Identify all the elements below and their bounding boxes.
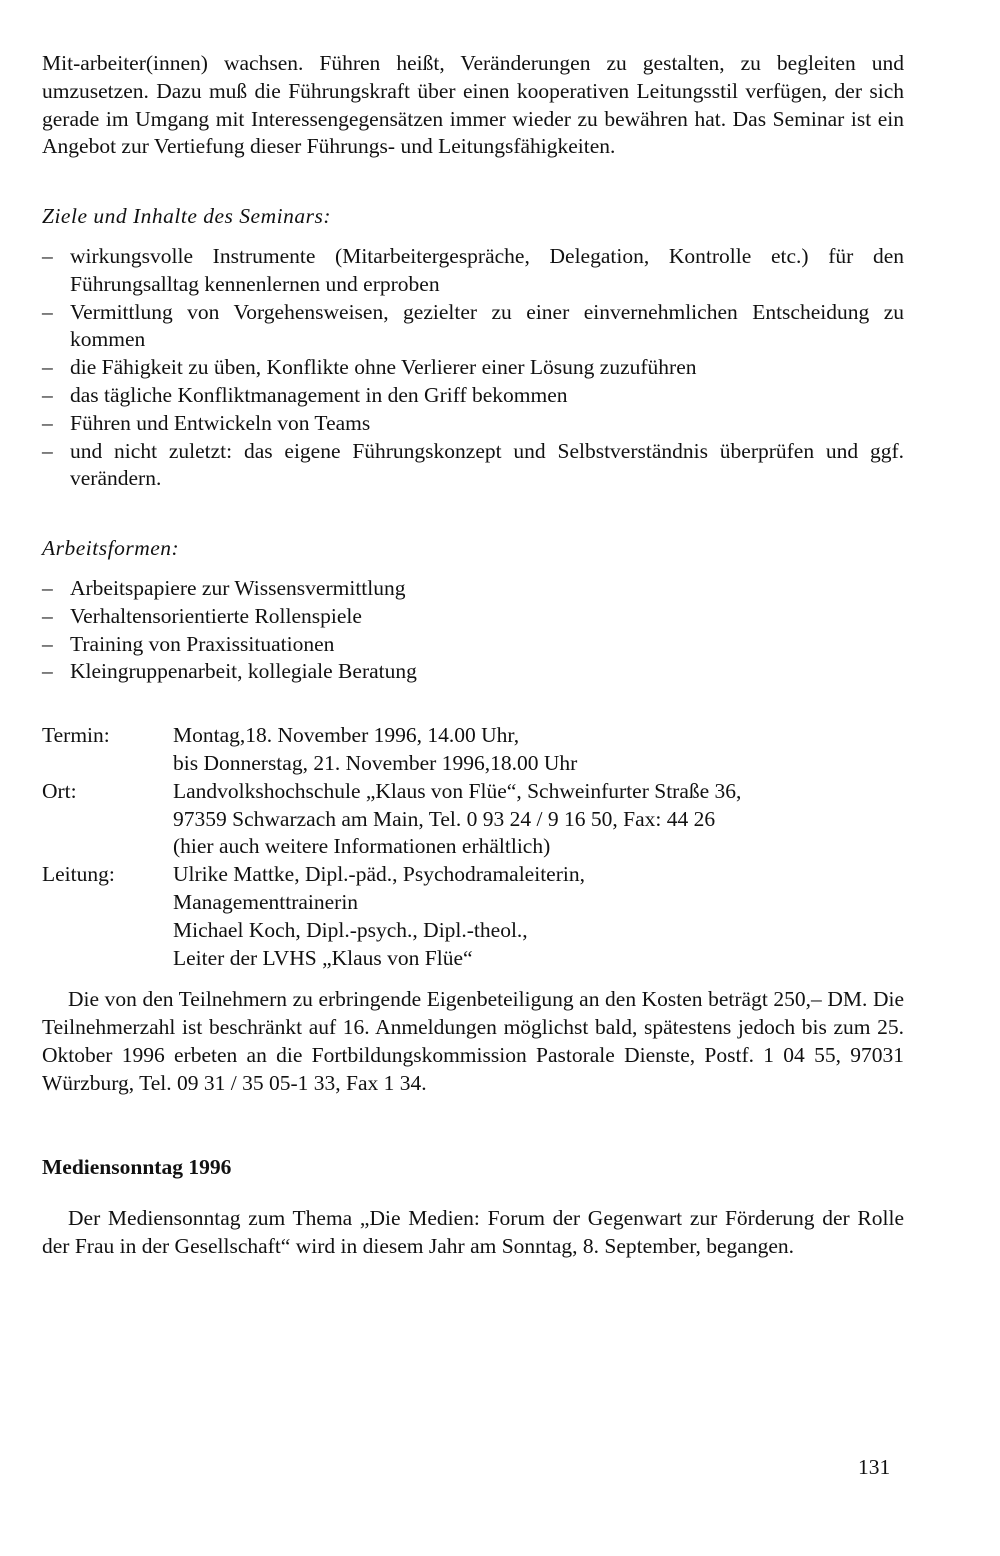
goals-heading: Ziele und Inhalte des Seminars: [42, 204, 331, 229]
dash-bullet: – [42, 382, 53, 407]
leitung-label: Leitung: [42, 862, 115, 887]
list-item: – Kleingruppenarbeit, kollegiale Beratung [42, 658, 904, 686]
media-sunday-paragraph: Der Mediensonntag zum Thema „Die Medien: Forum der Gegenwart zur Förderung der Rolle der Frau in der Gesellschaft“ wird in diesem Jahr am Sonntag, 8. September, begangen. [42, 1206, 904, 1259]
list-item: – und nicht zuletzt: das eigene Führungskonzept und Selbstverständnis überprüfen und ggf. verändern. [42, 438, 904, 491]
dash-bullet: – [42, 410, 53, 435]
dash-bullet: – [42, 438, 53, 463]
media-sunday-heading: Mediensonntag 1996 [42, 1154, 232, 1179]
termin-value: Montag,18. November 1996, 14.00 Uhr, bis Donnerstag, 21. November 1996,18.00 Uhr [173, 723, 578, 775]
termin-label: Termin: [42, 723, 110, 748]
list-item: – Führen und Entwickeln von Teams [42, 410, 904, 438]
list-item: – Training von Praxissituationen [42, 631, 904, 659]
dash-bullet: – [42, 299, 53, 324]
leitung-value: Ulrike Mattke, Dipl.-päd., Psychodramaleiterin, Managementtrainerin Michael Koch, Dipl.-psych., Dipl.-theol., Leiter der LVHS „Klaus von Flüe“ [173, 862, 585, 970]
dash-bullet: – [42, 243, 53, 268]
seminar-details [42, 722, 904, 972]
list-item: – Vermittlung von Vorgehensweisen, gezielter zu einer einvernehmlichen Entscheidung zu kommen [42, 299, 904, 352]
list-item: – die Fähigkeit zu üben, Konflikte ohne Verlierer einer Lösung zuzuführen [42, 354, 904, 382]
page-number: 131 [858, 1455, 891, 1479]
list-item: – Verhaltensorientierte Rollenspiele [42, 603, 904, 631]
ort-value: Landvolkshochschule „Klaus von Flüe“, Schweinfurter Straße 36, 97359 Schwarzach am Main, Tel. 0 93 24 / 9 16 50, Fax: 44 26 (hier auch weitere Informationen erhältlich) [173, 778, 742, 859]
list-item: – wirkungsvolle Instrumente (Mitarbeitergespräche, Delegation, Kontrolle etc.) für den Führungsalltag kennenlernen und erproben [42, 243, 904, 296]
ort-label: Ort: [42, 778, 77, 803]
intro-paragraph: Mit-arbeiter(innen) wachsen. Führen heißt, Veränderungen zu gestalten, zu begleiten und umzusetzen. Dazu muß die Führungskraft über einen kooperativen Leitungsstil verfügen, der sich gerade im Umgang mit Interessengegensätzen immer wieder zu bewähren hat. Das Seminar ist ein Angebot zur Vertiefung dieser Führungs- und Leitungsfähigkeiten. [42, 51, 904, 159]
dash-bullet: – [42, 659, 53, 684]
dash-bullet: – [42, 631, 53, 656]
list-item: – Arbeitspapiere zur Wissensvermittlung [42, 575, 904, 603]
dash-bullet: – [42, 355, 53, 380]
fee-paragraph: Die von den Teilnehmern zu erbringende Eigenbeteiligung an den Kosten beträgt 250,– DM. Die Teilnehmerzahl ist beschränkt auf 16. Anmeldungen möglichst bald, spätestens jedoch bis zum 25. Oktober 1996 erbeten an die Fortbildungskommission Pastorale Dienste, Postf. 1 04 55, 97031 Würzburg, Tel. 09 31 / 35 05-1 33, Fax 1 34. [42, 987, 904, 1095]
dash-bullet: – [42, 603, 53, 628]
list-item: – das tägliche Konfliktmanagement in den Griff bekommen [42, 382, 904, 410]
goals-list [42, 243, 904, 493]
dash-bullet: – [42, 575, 53, 600]
page-body [42, 50, 904, 1261]
work-forms-list [42, 575, 904, 686]
work-forms-heading: Arbeitsformen: [42, 536, 180, 561]
